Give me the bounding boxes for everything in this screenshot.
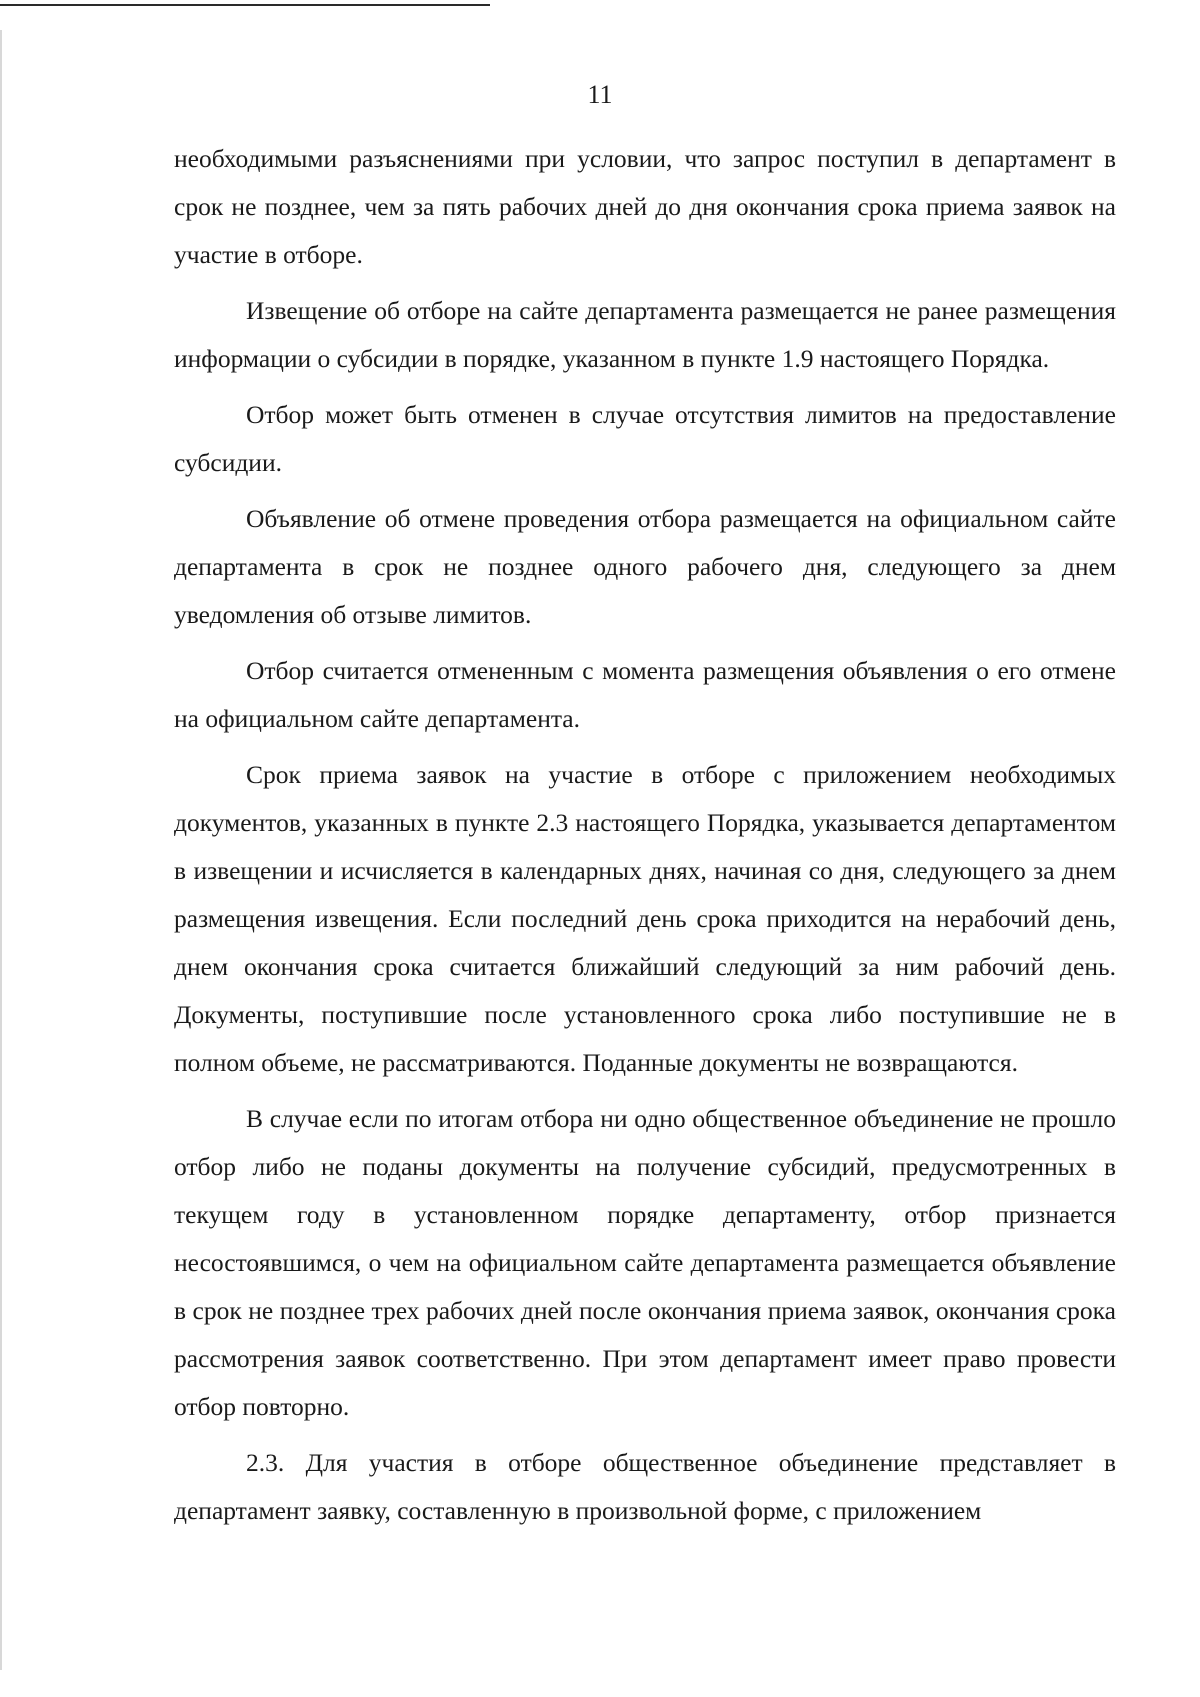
paragraph-continuation: необходимыми разъяснениями при условии, что запрос поступил в департамент в срок не позднее, чем за пять рабочих дней до дня окончания срока приема заявок на участие в отборе. (174, 144, 1116, 269)
document-body (174, 135, 1116, 1543)
paragraph-section-2-3: 2.3. Для участия в отборе общественное объединение представляет в департамент заявку, составленную в произвольной форме, с приложением (174, 1448, 1116, 1525)
paragraph-cancellation-effect: Отбор считается отмененным с момента размещения объявления о его отмене на официальном сайте департамента. (174, 656, 1116, 733)
paragraph-cancellation: Отбор может быть отменен в случае отсутствия лимитов на предоставление субсидии. (174, 400, 1116, 477)
page-left-edge (0, 30, 2, 1670)
paragraph-failed-selection: В случае если по итогам отбора ни одно общественное объединение не прошло отбор либо не поданы документы на получение субсидий, предусмотренных в текущем году в установленном порядке департаменту, отбор признается несостоявшимся, о чем на официальном сайте департамента размещается объявление в срок не позднее трех рабочих дней после окончания приема заявок, окончания срока рассмотрения заявок соответственно. При этом департамент имеет право провести отбор повторно. (174, 1104, 1116, 1421)
top-rule (0, 4, 490, 6)
paragraph-application-deadline: Срок приема заявок на участие в отборе с приложением необходимых документов, указанных в пункте 2.3 настоящего Порядка, указывается департаментом в извещении и исчисляется в календарных днях, начиная со дня, следующего за днем размещения извещения. Если последний день срока приходится на нерабочий день, днем окончания срока считается ближайший следующий за ним рабочий день. Документы, поступившие после установленного срока либо поступившие не в полном объеме, не рассматриваются. Поданные документы не возвращаются. (174, 760, 1116, 1077)
paragraph-cancellation-announcement: Объявление об отмене проведения отбора размещается на официальном сайте департамента в срок не позднее одного рабочего дня, следующего за днем уведомления об отзыве лимитов. (174, 504, 1116, 629)
page-number: 11 (587, 80, 613, 109)
paragraph-notice-placement: Извещение об отборе на сайте департамента размещается не ранее размещения информации о субсидии в порядке, указанном в пункте 1.9 настоящего Порядка. (174, 296, 1116, 373)
